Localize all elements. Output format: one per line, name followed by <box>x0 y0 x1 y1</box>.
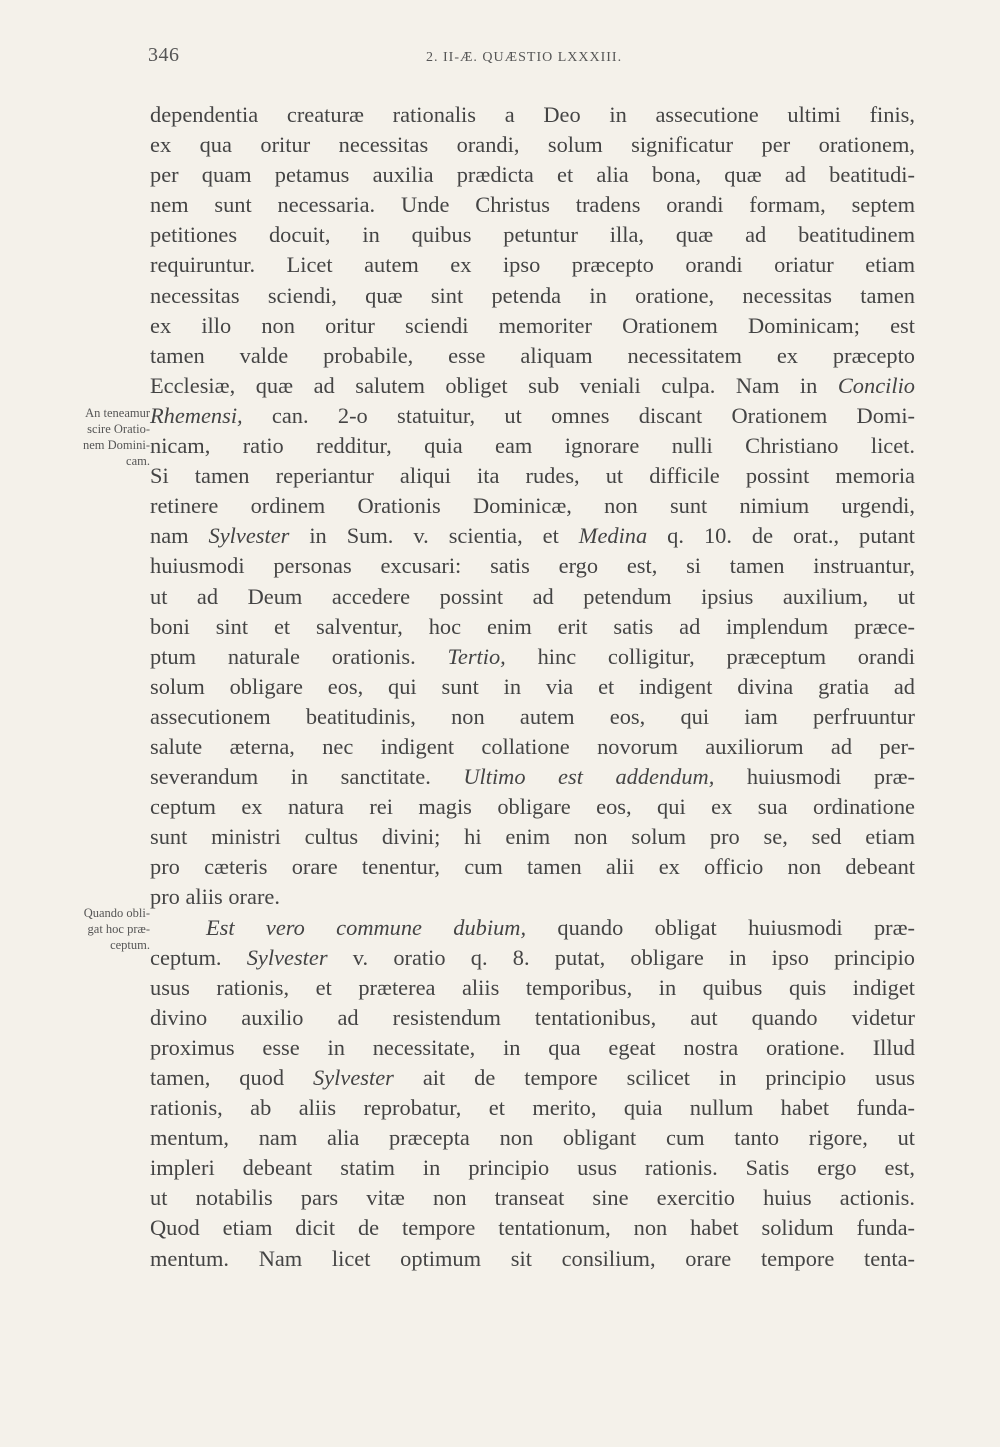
text-segment: nem sunt necessaria. Unde Christus tradens orandi formam, septem <box>150 192 915 218</box>
text-segment: rationis, ab aliis reprobatur, et merito, quia nullum habet funda- <box>150 1095 915 1121</box>
text-segment: Quod etiam dicit de tempore tentationum, non habet solidum funda- <box>150 1215 915 1241</box>
text-line <box>150 1183 915 1213</box>
margin-note-line: gat hoc præ- <box>87 922 150 936</box>
text-segment: ceptum ex natura rei magis obligare eos, qui ex sua ordinatione <box>150 794 915 820</box>
text-segment: hinc colligitur, præceptum orandi <box>505 643 915 669</box>
text-line <box>150 190 915 220</box>
text-line <box>150 130 915 160</box>
italic-text: Est vero commune dubium, <box>206 914 527 940</box>
italic-text: Tertio, <box>447 643 506 669</box>
text-line <box>150 281 915 311</box>
text-segment: tamen, quod <box>150 1065 314 1090</box>
running-head-title: 2. II-Æ. QUÆSTIO LXXXIII. <box>426 50 623 65</box>
text-line <box>150 220 915 250</box>
text-line <box>150 371 915 401</box>
text-line <box>150 913 915 943</box>
italic-text: Concilio <box>837 372 915 398</box>
text-line <box>150 1244 915 1274</box>
text-segment: ceptum. <box>150 944 247 970</box>
text-line <box>150 973 915 1003</box>
margin-note <box>38 905 150 953</box>
text-segment: in Sum. v. scientia, et <box>289 523 579 549</box>
text-line <box>150 521 915 551</box>
text-line <box>150 1093 915 1123</box>
text-line <box>150 100 915 130</box>
margin-note <box>38 405 150 469</box>
text-segment: huiusmodi præ- <box>714 764 915 790</box>
margin-note-line: An teneamur <box>85 406 150 420</box>
text-segment: huiusmodi personas excusari: satis ergo est, si tamen instruantur, <box>150 553 915 579</box>
text-line <box>150 1213 915 1243</box>
italic-text: Sylvester <box>313 1065 394 1090</box>
text-line <box>150 341 915 371</box>
text-segment: assecutionem beatitudinis, non autem eos, qui iam perfruuntur <box>150 703 915 729</box>
text-line <box>150 792 915 822</box>
text-line <box>150 1003 915 1033</box>
text-line <box>150 702 915 732</box>
text-segment: requiruntur. Licet autem ex ipso præcepto orandi oriatur etiam <box>150 252 915 278</box>
text-line <box>150 582 915 612</box>
text-segment: mentum, nam alia præcepta non obligant cum tanto rigore, ut <box>150 1125 915 1151</box>
text-segment: usus rationis, et præterea aliis temporibus, in quibus quis indiget <box>150 974 915 1000</box>
text-segment: nam <box>150 523 209 549</box>
margin-note-line: ceptum. <box>110 938 150 952</box>
text-line <box>150 431 915 461</box>
text-segment: ptum naturale orationis. <box>150 643 448 669</box>
text-line <box>150 491 915 521</box>
italic-text: Ultimo est addendum, <box>463 764 715 790</box>
text-segment: q. 10. de orat., putant <box>647 523 915 549</box>
text-line <box>150 551 915 581</box>
margin-note-line: nem Domini- <box>82 438 150 452</box>
text-segment: Ecclesiæ, quæ ad salutem obliget sub veniali culpa. Nam in <box>150 372 838 398</box>
italic-text: Sylvester <box>246 944 328 970</box>
text-line <box>150 250 915 280</box>
text-segment: ex illo non oritur sciendi memoriter Orationem Dominicam; est <box>150 312 915 338</box>
italic-text: Medina <box>578 523 648 549</box>
text-segment: Si tamen reperiantur aliqui ita rudes, ut difficile possint memoria <box>150 463 915 489</box>
text-segment: quando obligat huiusmodi præ- <box>526 914 915 940</box>
text-segment: ut notabilis pars vitæ non transeat sine exercitio huius actionis. <box>150 1185 915 1211</box>
text-segment: proximus esse in necessitate, in qua egeat nostra oratione. Illud <box>150 1034 915 1060</box>
text-segment: ex qua oritur necessitas orandi, solum significatur per orationem, <box>150 132 915 158</box>
margin-note-line: cam. <box>126 454 150 468</box>
text-line <box>150 852 915 882</box>
text-segment: divino auxilio ad resistendum tentationibus, aut quando videtur <box>150 1004 915 1030</box>
text-line <box>150 1123 915 1153</box>
text-segment: tamen valde probabile, esse aliquam necessitatem ex præcepto <box>150 342 915 368</box>
body-text <box>150 100 915 1274</box>
text-line <box>150 732 915 762</box>
text-segment: salute æterna, nec indigent collatione novorum auxiliorum ad per- <box>150 733 915 759</box>
text-line <box>150 822 915 852</box>
italic-text: Sylvester <box>208 523 290 549</box>
text-line <box>150 882 915 912</box>
text-line <box>150 311 915 341</box>
text-segment: ait de tempore scilicet in principio usus <box>393 1065 915 1090</box>
text-line <box>150 672 915 702</box>
text-segment: sunt ministri cultus divini; hi enim non solum pro se, sed etiam <box>150 824 915 850</box>
text-segment: per quam petamus auxilia prædicta et alia bona, quæ ad beatitudi- <box>150 162 915 188</box>
text-segment: pro aliis orare. <box>150 884 280 910</box>
text-segment: nicam, ratio redditur, quia eam ignorare nulli Christiano licet. <box>150 433 915 459</box>
text-segment: boni sint et salventur, hoc enim erit satis ad implendum præce- <box>150 613 915 639</box>
text-line <box>150 461 915 491</box>
text-segment: mentum. Nam licet optimum sit consilium, orare tempore tenta- <box>150 1245 915 1271</box>
text-line <box>150 1033 915 1063</box>
text-segment: dependentia creaturæ rationalis a Deo in assecutione ultimi finis, <box>150 102 915 127</box>
text-segment: can. 2-o statuitur, ut omnes discant Orationem Domi- <box>242 402 915 428</box>
margin-note-line: Quando obli- <box>83 906 150 920</box>
text-segment: necessitas sciendi, quæ sint petenda in oratione, necessitas tamen <box>150 282 915 308</box>
text-line <box>150 1153 915 1183</box>
text-line <box>150 401 915 431</box>
page-number: 346 <box>148 44 180 66</box>
text-segment: retinere ordinem Orationis Dominicæ, non sunt nimium urgendi, <box>150 493 915 519</box>
text-line <box>150 1063 915 1093</box>
text-segment: petitiones docuit, in quibus petuntur illa, quæ ad beatitudinem <box>150 222 915 248</box>
italic-text: Rhemensi, <box>150 402 243 428</box>
text-segment: severandum in sanctitate. <box>150 764 464 790</box>
text-segment: pro cæteris orare tenentur, cum tamen alii ex officio non debeant <box>150 854 915 880</box>
text-segment: v. oratio q. 8. putat, obligare in ipso principio <box>327 944 915 970</box>
running-head <box>148 44 908 74</box>
text-line <box>150 642 915 672</box>
margin-note-line: scire Oratio- <box>87 422 150 436</box>
text-segment: impleri debeant statim in principio usus rationis. Satis ergo est, <box>150 1155 915 1181</box>
text-segment: ut ad Deum accedere possint ad petendum ipsius auxilium, ut <box>150 583 915 609</box>
text-line <box>150 762 915 792</box>
text-line <box>150 943 915 973</box>
text-line <box>150 612 915 642</box>
text-line <box>150 160 915 190</box>
text-segment: solum obligare eos, qui sunt in via et indigent divina gratia ad <box>150 673 915 699</box>
